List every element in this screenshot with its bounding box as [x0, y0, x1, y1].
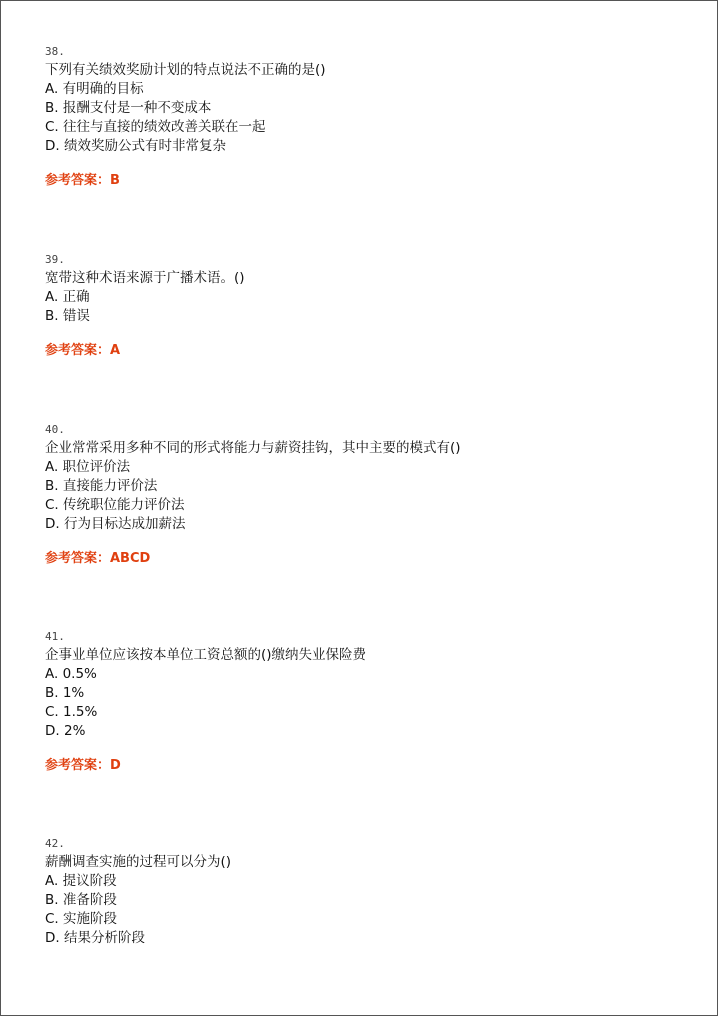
question-42 [45, 835, 685, 948]
option-a: A. 有明确的目标 [45, 81, 144, 97]
question-stem: 下列有关绩效奖励计划的特点说法不正确的是() [45, 62, 326, 78]
question-number: 40. [45, 423, 65, 436]
question-41 [45, 628, 685, 775]
answer-label: 参考答案：D [45, 758, 121, 773]
question-39 [45, 251, 685, 360]
answer-label: 参考答案：B [45, 173, 120, 188]
option-c: C. 实施阶段 [45, 911, 118, 927]
option-c: C. 传统职位能力评价法 [45, 497, 185, 513]
answer-label: 参考答案：A [45, 343, 121, 358]
question-stem: 企事业单位应该按本单位工资总额的()缴纳失业保险费 [45, 647, 367, 663]
question-number: 41. [45, 630, 65, 643]
option-b: B. 报酬支付是一种不变成本 [45, 100, 212, 116]
option-b: B. 准备阶段 [45, 892, 117, 908]
option-c: C. 1.5% [45, 704, 98, 720]
option-a: A. 0.5% [45, 666, 97, 682]
question-number: 39. [45, 253, 65, 266]
question-stem: 企业常常采用多种不同的形式将能力与薪资挂钩，其中主要的模式有() [45, 440, 461, 456]
answer-label: 参考答案：ABCD [45, 551, 151, 566]
question-stem: 薪酬调查实施的过程可以分为() [45, 854, 232, 870]
option-a: A. 正确 [45, 289, 90, 305]
question-number: 38. [45, 45, 65, 58]
question-40 [45, 421, 685, 568]
option-c: C. 往往与直接的绩效改善关联在一起 [45, 119, 266, 135]
option-d: D. 结果分析阶段 [45, 930, 145, 946]
option-b: B. 1% [45, 685, 85, 701]
option-d: D. 绩效奖励公式有时非常复杂 [45, 138, 226, 154]
question-stem: 宽带这种术语来源于广播术语。() [45, 270, 245, 286]
question-number: 42. [45, 837, 65, 850]
option-d: D. 2% [45, 723, 86, 739]
option-a: A. 职位评价法 [45, 459, 131, 475]
option-d: D. 行为目标达成加薪法 [45, 516, 186, 532]
option-b: B. 直接能力评价法 [45, 478, 158, 494]
question-38 [45, 43, 685, 190]
option-a: A. 提议阶段 [45, 873, 117, 889]
option-b: B. 错误 [45, 308, 90, 324]
